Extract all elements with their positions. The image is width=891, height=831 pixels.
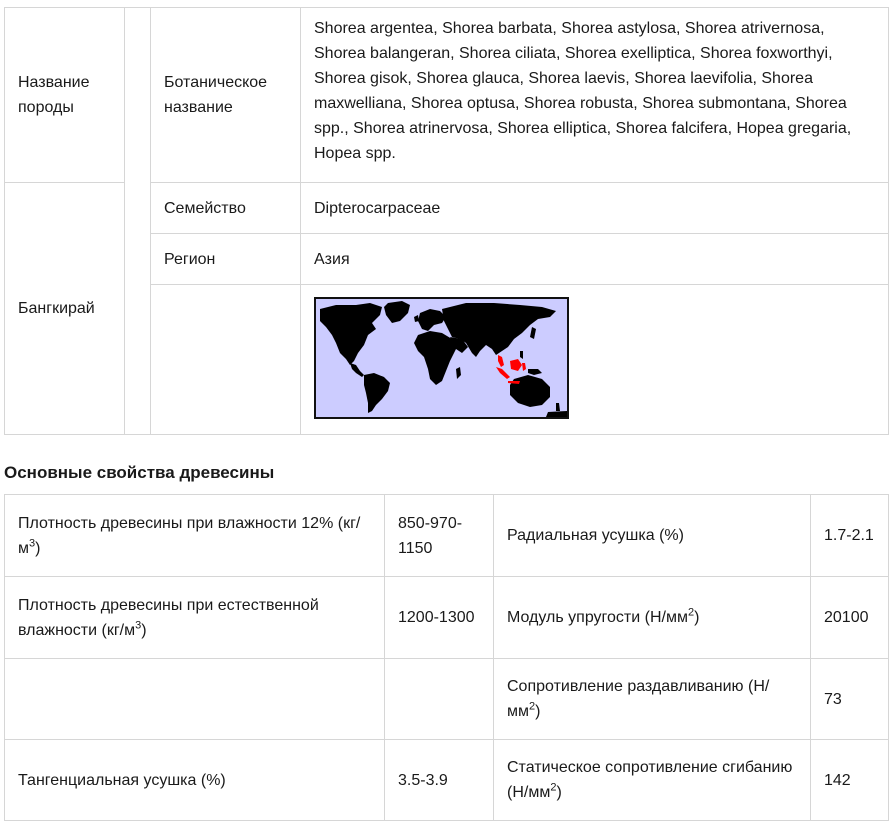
property-label — [494, 577, 811, 659]
property-label-text: Сопротивление раздавливанию (Н/мм — [507, 678, 770, 720]
property-label-text: Статическое сопротивление сгибанию (Н/мм — [507, 759, 793, 801]
unit-exponent: 2 — [687, 606, 695, 619]
wood-name: Бангкирай — [5, 183, 125, 435]
properties-body — [5, 495, 889, 821]
unit-exponent: 3 — [135, 619, 142, 632]
property-label — [5, 740, 385, 821]
property-value: 73 — [811, 659, 889, 740]
botanical-label: Ботаническое название — [151, 8, 301, 183]
map-cell — [301, 285, 889, 435]
map-empty-cell — [151, 285, 301, 435]
property-label-suffix: ) — [556, 784, 562, 801]
species-info-table — [4, 7, 889, 435]
property-label — [494, 740, 811, 821]
property-value: 20100 — [811, 577, 889, 659]
property-row — [5, 659, 889, 740]
property-label-text: Плотность древесины при естественной влажности (кг/м — [18, 596, 319, 639]
botanical-value: Shorea argentea, Shorea barbata, Shorea astylosa, Shorea atrivernosa, Shorea balangeran, Shorea ciliata, Shorea exelliptica, Shorea foxworthyi, Shorea gisok, Shorea glauca, Shorea laevis, Shorea laevifolia, Shorea maxwelliana, Shorea optusa, Shorea robusta, Shorea submontana, Shorea spp., Shorea atrinervosa, Shorea elliptica, Shorea falcifera, Hopea gregaria, Hopea spp. — [301, 8, 889, 183]
property-label — [5, 577, 385, 659]
family-label: Семейство — [151, 183, 301, 234]
property-label — [5, 495, 385, 577]
region-value: Азия — [301, 234, 889, 285]
property-label-text: Модуль упругости (Н/мм — [507, 609, 688, 626]
property-row — [5, 495, 889, 577]
property-label-suffix: ) — [694, 609, 700, 626]
property-value: 1200-1300 — [385, 577, 494, 659]
world-map-graphic — [316, 299, 567, 417]
property-label-text: Радиальная усушка (%) — [507, 527, 684, 544]
property-value — [385, 659, 494, 740]
wood-properties-table — [4, 494, 889, 821]
property-row — [5, 740, 889, 821]
property-label — [494, 495, 811, 577]
property-row — [5, 577, 889, 659]
property-value: 1.7-2.1 — [811, 495, 889, 577]
name-label: Название породы — [5, 8, 125, 183]
property-value: 850-970-1150 — [385, 495, 494, 577]
properties-heading: Основные свойства древесины — [4, 463, 275, 482]
property-label-text: Тангенциальная усушка (%) — [18, 771, 226, 789]
unit-exponent: 3 — [29, 537, 36, 550]
spacer-cell — [125, 8, 151, 435]
property-label-suffix: ) — [141, 621, 147, 639]
property-label — [494, 659, 811, 740]
unit-exponent: 2 — [550, 781, 557, 794]
unit-exponent: 2 — [529, 700, 536, 713]
property-value: 142 — [811, 740, 889, 821]
property-label — [5, 659, 385, 740]
property-label-suffix: ) — [35, 539, 41, 557]
family-value: Dipterocarpaceae — [301, 183, 889, 234]
property-label-text: Плотность древесины при влажности 12% (кг/м — [18, 514, 361, 557]
property-value: 3.5-3.9 — [385, 740, 494, 821]
region-label: Регион — [151, 234, 301, 285]
property-label-suffix: ) — [535, 703, 541, 720]
botanical-row — [5, 8, 889, 183]
world-map — [314, 297, 569, 419]
